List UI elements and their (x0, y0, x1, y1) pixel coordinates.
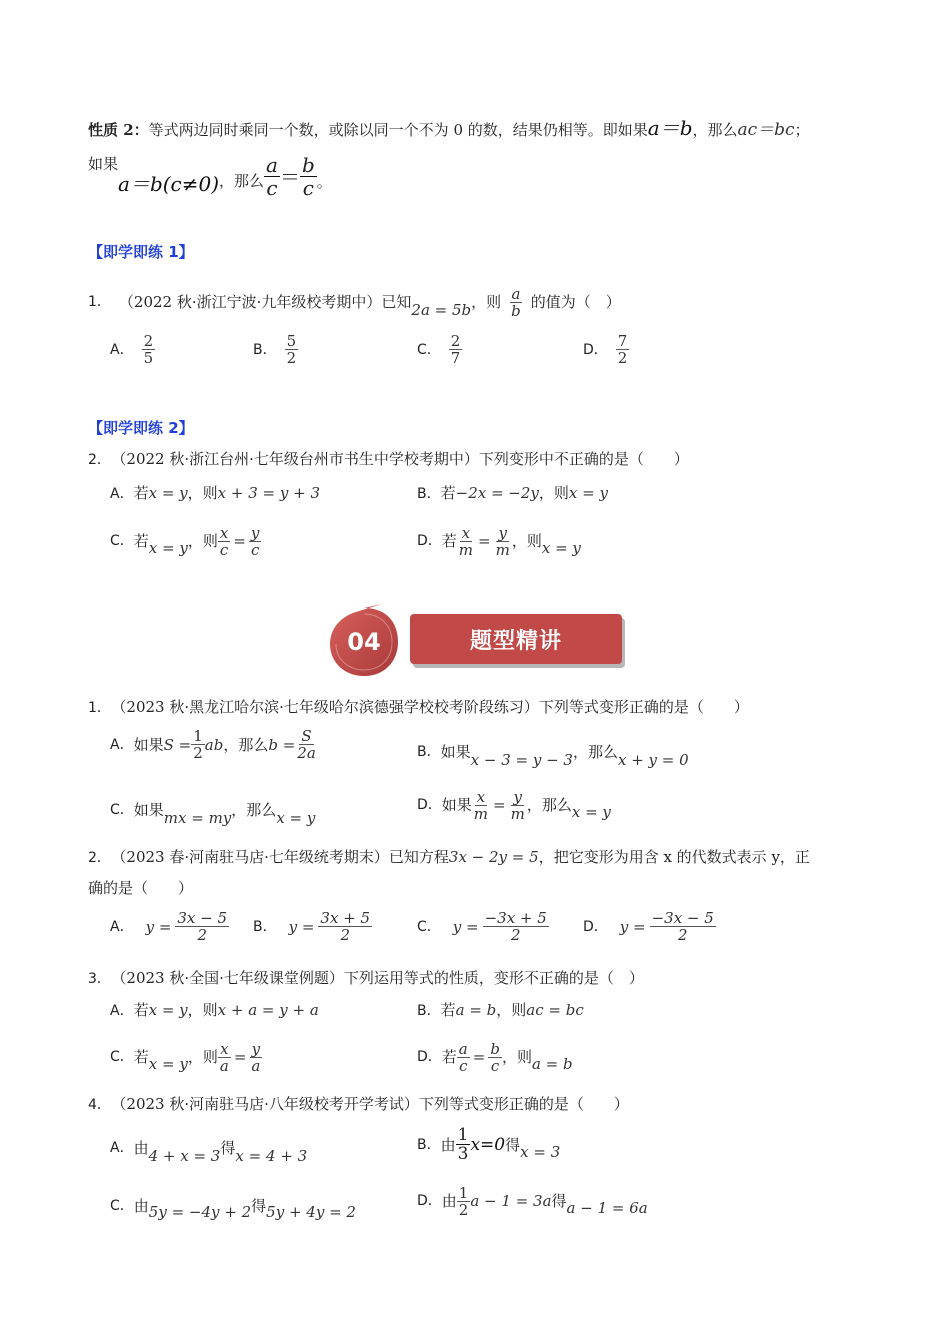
option-fraction: $\frac{-3x + 5}{2}$ (484, 909, 547, 944)
q1-option-d[interactable]: D． 如果 $\frac{x}{m}$ = $\frac{y}{m}$ ，那么 x = y (417, 787, 611, 823)
option-fraction-left: $\frac{a}{c}$ (458, 1039, 468, 1075)
option-fraction: $\frac{2}{7}$ (450, 332, 461, 367)
practice1-option-a[interactable] (110, 333, 155, 366)
q1-question (88, 697, 749, 718)
question-equation: 2a = 5b (411, 301, 472, 319)
q1-option-c[interactable]: C． 如果 mx = my ，那么 x = y (110, 801, 316, 827)
question-text: （2022 秋·浙江宁波·九年级校考期中）已知 (118, 293, 412, 311)
option-fraction-right: $\frac{y}{a}$ (251, 1039, 261, 1075)
property2-eq3: a＝b(c≠0) (118, 171, 220, 196)
q4-option-d[interactable]: D． 由 $\frac{1}{2}$ a − 1 = 3a 得 a − 1 = 6a (417, 1183, 648, 1219)
q1-option-a[interactable]: A． 如果 S = $\frac{1}{2}$ ab ，那么 b = $\frac{S}{2a}$ (110, 727, 316, 762)
option-fraction-left: $\frac{x}{m}$ (458, 523, 474, 559)
practice2-option-c[interactable]: C． 若 x = y ，则 $\frac{x}{c}$ = $\frac{y}{c}$ (110, 523, 260, 559)
badge-number: 04 (347, 628, 381, 656)
property2-text2: ，那么 (692, 121, 738, 139)
option-fraction: $\frac{1}{2}$ (458, 1183, 469, 1219)
property2-label: 性质 2： (88, 121, 149, 139)
option-label: B． (253, 341, 277, 358)
option-fraction: $\frac{1}{2}$ (193, 727, 203, 762)
practice1-option-b[interactable] (253, 333, 298, 366)
option-fraction-right: $\frac{y}{c}$ (250, 523, 260, 559)
question-number: 2． (88, 452, 111, 468)
practice1-question (88, 284, 621, 320)
practice2-option-d[interactable]: D． 若 $\frac{x}{m}$ = $\frac{y}{m}$ ，则 x = y (417, 523, 581, 559)
question-equation: 3x − 2y = 5 (448, 848, 539, 866)
option-fraction: $\frac{2}{5}$ (143, 332, 154, 367)
practice2-option-a[interactable]: A．若x = y，则x + 3 = y + 3 (110, 484, 320, 502)
q3-option-a[interactable]: A．若x = y，则x + a = y + a (110, 1001, 319, 1019)
option-fraction: 1 3 (457, 1125, 469, 1164)
property2-line2 (88, 154, 332, 199)
question-number: 4． (88, 1097, 111, 1113)
option-fraction: $\frac{S}{2a}$ (297, 727, 316, 762)
option-fraction: $\frac{3x - 5}{2}$ (177, 909, 228, 944)
q4-option-a[interactable]: A． 由 4 + x = 3 得 x = 4 + 3 (110, 1139, 308, 1165)
question-text: （2023 秋·河南驻马店·八年级校考开学考试）下列等式变形正确的是（ ） (118, 1095, 629, 1113)
question-text3: 的值为（ ） (530, 293, 621, 311)
option-label: D． (583, 341, 608, 358)
question-number: 3． (88, 971, 111, 987)
q2-option-b[interactable]: B． y = $\frac{3x + 5}{2}$ (253, 909, 371, 944)
option-fraction: $\frac{3x + 5}{2}$ (320, 909, 371, 944)
q2-option-a[interactable]: A． y = $\frac{3x - 5}{2}$ (110, 909, 228, 944)
q2-question (88, 847, 810, 868)
question-text2: ，则 (471, 293, 502, 311)
section-badge (326, 604, 402, 680)
q3-question (88, 968, 644, 989)
option-fraction-right: $\frac{y}{m}$ (495, 523, 510, 559)
q3-option-b[interactable]: B．若a = b，则ac = bc (417, 1001, 584, 1019)
q4-question (88, 1094, 629, 1115)
property2-frac-right: b c (301, 153, 315, 200)
q2-option-d[interactable]: D． y = $\frac{-3x - 5}{2}$ (583, 909, 714, 944)
option-label: A． (110, 341, 134, 358)
property2-eqsign: ＝ (279, 164, 300, 189)
property2-eq1: a＝b (647, 116, 693, 140)
option-fraction-right: $\frac{y}{m}$ (510, 787, 525, 823)
question-text: （2022 秋·浙江台州·七年级台州市书生中学校考期中）下列变形中不正确的是（ ） (118, 450, 689, 468)
practice2-header: 【即学即练 2】 (88, 419, 194, 437)
section-title-banner: 题型精讲 (410, 614, 622, 664)
q2-option-c[interactable]: C． y = $\frac{-3x + 5}{2}$ (417, 909, 547, 944)
option-fraction-left: $\frac{x}{m}$ (473, 787, 489, 823)
question-text: （2023 秋·全国·七年级课堂例题）下列运用等式的性质，变形不正确的是（ ） (118, 969, 644, 987)
question-text2: ，把它变形为用含 x 的代数式表示 y，正 (538, 848, 810, 866)
property2-frac-left: a c (266, 153, 278, 200)
option-fraction-right: $\frac{b}{c}$ (490, 1039, 500, 1075)
property2-text5: ，那么 (219, 171, 265, 190)
practice1-option-d[interactable] (583, 333, 629, 366)
question-text: （2023 春·河南驻马店·七年级统考期末）已知方程 (118, 848, 449, 866)
q3-option-c[interactable]: C． 若 x = y ，则 $\frac{x}{a}$ = $\frac{y}{a}$ (110, 1039, 261, 1075)
q3-option-d[interactable]: D． 若 $\frac{a}{c}$ = $\frac{b}{c}$ ，则 a = b (417, 1039, 573, 1075)
q1-option-b[interactable]: B． 如果 x − 3 = y − 3 ，那么 x + y = 0 (417, 743, 689, 769)
practice1-option-c[interactable] (417, 333, 462, 366)
property2-end: 。 (316, 172, 332, 191)
question-number: 2． (88, 850, 111, 866)
option-fraction: $\frac{5}{2}$ (286, 332, 297, 367)
practice2-option-b[interactable]: B．若−2x = −2y，则x = y (417, 484, 608, 502)
property2-text4: 如果 (88, 155, 119, 173)
option-label: C． (417, 341, 441, 358)
question-fraction: $\frac{a}{b}$ (511, 284, 521, 320)
option-fraction-left: $\frac{x}{c}$ (219, 523, 229, 559)
practice1-header: 【即学即练 1】 (88, 243, 194, 261)
question-number: 1． (88, 294, 111, 310)
option-fraction: $\frac{-3x - 5}{2}$ (651, 909, 714, 944)
q4-option-b[interactable]: B． 由 1 3 x=0 得 x = 3 (417, 1125, 561, 1164)
property2-text: 等式两边同时乘同一个数，或除以同一个不为 0 的数，结果仍相等。即如果 (148, 121, 648, 139)
property2-text3: ； (794, 121, 810, 139)
property2-line1 (88, 118, 810, 140)
practice2-question (88, 449, 689, 470)
option-fraction-left: $\frac{x}{a}$ (219, 1039, 229, 1075)
property2-eq2: ac＝bc (737, 120, 795, 140)
question-number: 1． (88, 700, 111, 716)
option-fraction: $\frac{7}{2}$ (617, 332, 628, 367)
q2-question-cont: 确的是（ ） (88, 879, 194, 897)
q4-option-c[interactable]: C． 由 5y = −4y + 2 得 5y + 4y = 2 (110, 1197, 356, 1221)
question-text: （2023 秋·黑龙江哈尔滨·七年级哈尔滨德强学校校考阶段练习）下列等式变形正确的是（ ） (118, 698, 749, 716)
